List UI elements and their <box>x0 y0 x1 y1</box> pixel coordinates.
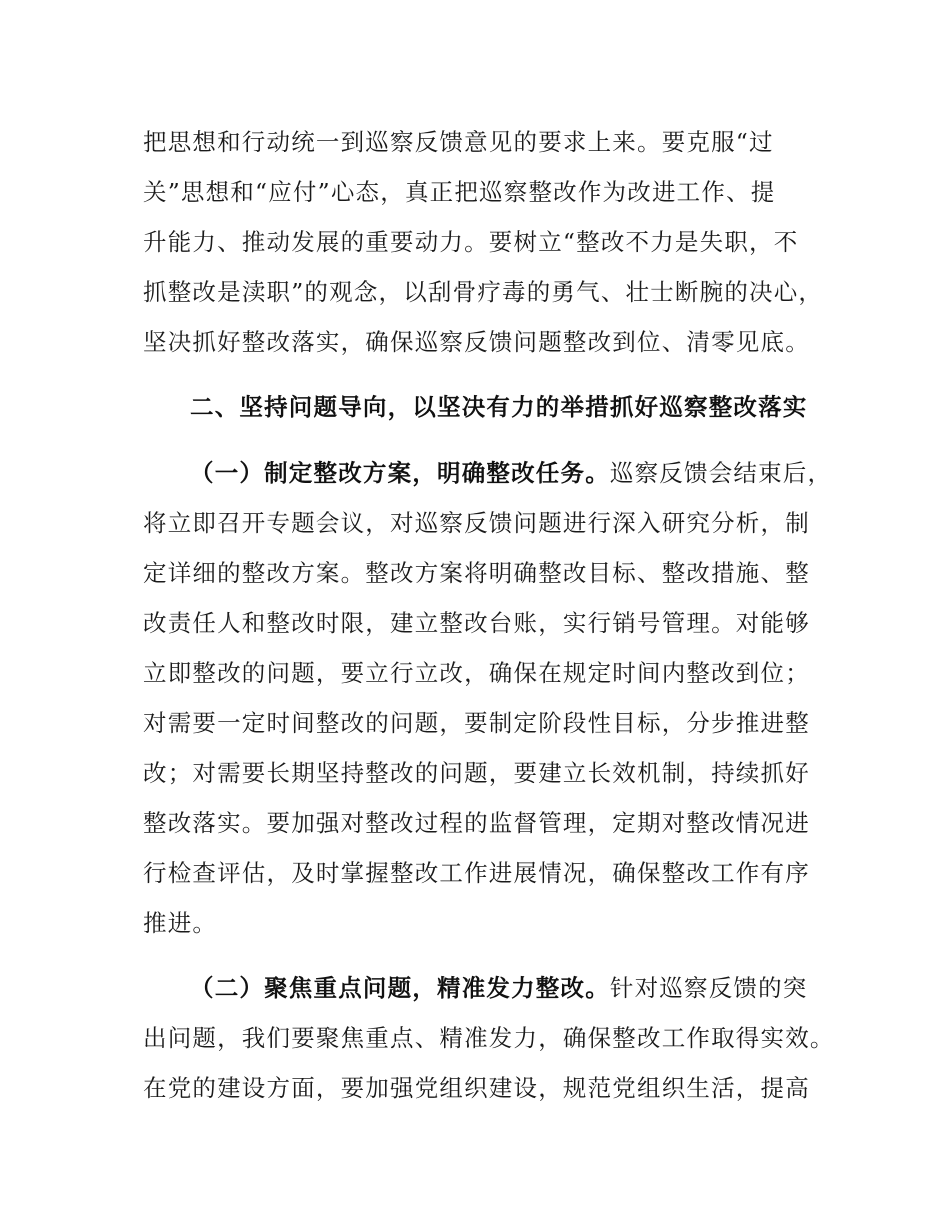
item1-line: 改责任人和整改时限，建立整改台账，实行销号管理。对能够 <box>143 609 810 637</box>
item2-line: 出问题，我们要聚焦重点、精准发力，确保整改工作取得实效。 <box>143 1024 835 1052</box>
item1-first-line-rest: 巡察反馈会结束后， <box>609 459 833 487</box>
item1-line: 对需要一定时间整改的问题，要制定阶段性目标，分步推进整 <box>143 709 810 737</box>
item1-title: （一）制定整改方案，明确整改任务。 <box>190 459 610 487</box>
intro-line-2: 关”思想和“应付”心态，真正把巡察整改作为改进工作、提 <box>143 178 776 206</box>
intro-line-1: 把思想和行动统一到巡察反馈意见的要求上来。要克服“过 <box>143 128 774 156</box>
intro-line-5: 坚决抓好整改落实，确保巡察反馈问题整改到位、清零见底。 <box>143 328 810 356</box>
intro-line-3: 升能力、推动发展的重要动力。要树立“整改不力是失职，不 <box>143 228 799 256</box>
item1-first-line <box>190 458 832 488</box>
section-heading: 二、坚持问题导向，以坚决有力的举措抓好巡察整改落实 <box>190 393 808 421</box>
item2-line: 在党的建设方面，要加强党组织建设，规范党组织生活，提高 <box>143 1074 810 1102</box>
item1-line: 将立即召开专题会议，对巡察反馈问题进行深入研究分析，制 <box>143 509 810 537</box>
intro-line-4: 抓整改是渎职”的观念，以刮骨疗毒的勇气、壮士断腕的决心， <box>143 278 824 306</box>
item2-first-line <box>190 973 808 1003</box>
item2-title: （二）聚焦重点问题，精准发力整改。 <box>190 974 610 1002</box>
item1-line: 整改落实。要加强对整改过程的监督管理，定期对整改情况进 <box>143 809 810 837</box>
item1-line: 推进。 <box>143 909 218 937</box>
item1-line: 行检查评估，及时掌握整改工作进展情况，确保整改工作有序 <box>143 859 810 887</box>
item2-first-line-rest: 针对巡察反馈的突 <box>609 974 808 1002</box>
item1-line: 改；对需要长期坚持整改的问题，要建立长效机制，持续抓好 <box>143 759 810 787</box>
item1-line: 立即整改的问题，要立行立改，确保在规定时间内整改到位； <box>143 659 810 687</box>
item1-line: 定详细的整改方案。整改方案将明确整改目标、整改措施、整 <box>143 559 810 587</box>
